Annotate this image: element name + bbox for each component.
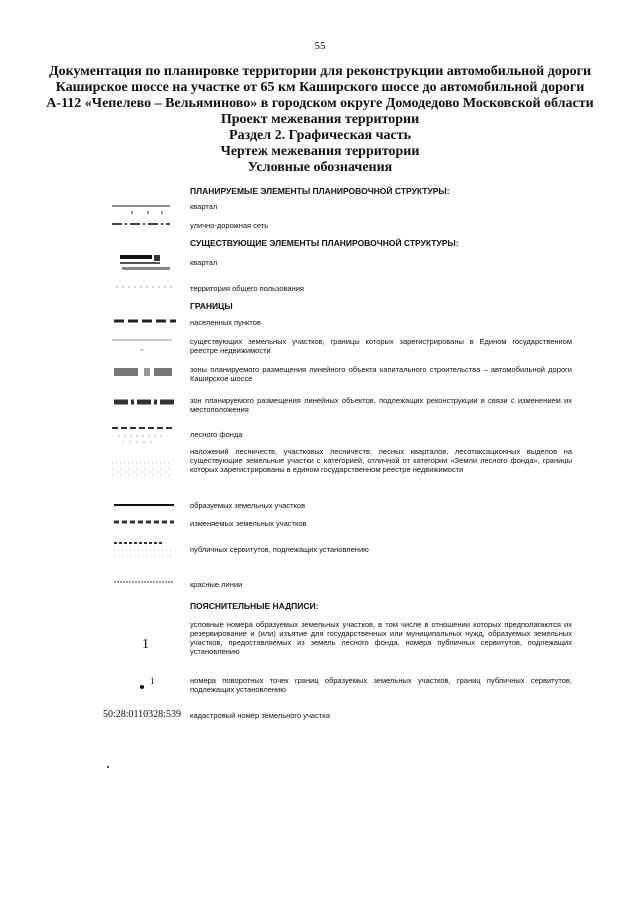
- borders-header: ГРАНИЦЫ: [190, 301, 233, 311]
- easement-symbol: [114, 540, 174, 560]
- turning-point-number: 1: [150, 676, 155, 686]
- planned-elements-header: ПЛАНИРУЕМЫЕ ЭЛЕМЕНТЫ ПЛАНИРОВОЧНОЙ СТРУКТУРЫ:: [190, 186, 450, 196]
- existing-block-label: квартал: [190, 258, 218, 267]
- document-title: [30, 64, 610, 176]
- note-item: кадастровый номер земельного участка: [190, 711, 330, 720]
- note-item: номера поворотных точек границ образуемых земельных участков, границ публичных сервитутов, подлежащих установлению: [190, 676, 572, 694]
- border-item: наложений лесничеств, участковых лесничеств, лесных кварталов, лесотаксационных выделов на существующие земельные участки с категорией, отличной от категории «Земли лесного фонда», границы которых зарегистрированы в едином государственном реестре недвижимости: [190, 447, 572, 474]
- title-line: Каширское шоссе на участке от 65 км Каширского шоссе до автомобильной дороги: [55, 80, 585, 95]
- red-lines-symbol: [114, 579, 174, 585]
- title-line: Раздел 2. Графическая часть: [229, 128, 411, 143]
- reconstruction-zone-symbol: [114, 398, 174, 406]
- cadastral-number-example: 50:28:0110328:539: [103, 709, 181, 720]
- border-item: изменяемых земельных участков: [190, 519, 307, 528]
- scan-dot: [107, 766, 109, 768]
- existing-block-symbol: [118, 253, 174, 273]
- changed-parcels-symbol: [114, 519, 174, 525]
- turning-point-icon: [140, 685, 144, 689]
- border-item: лесного фонда: [190, 430, 243, 439]
- title-line: А-112 «Чепелево – Вельяминово» в городском округе Домодедово Московской области: [46, 96, 594, 111]
- border-item: образуемых земельных участков: [190, 501, 306, 510]
- border-item: красные линии: [190, 580, 243, 589]
- border-item: зон планируемого размещения линейных объектов, подлежащих реконструкции в связи с изменением их местоположения: [190, 396, 572, 414]
- title-line: Чертеж межевания территории: [220, 144, 420, 159]
- parcel-number-symbol: 1: [142, 637, 149, 652]
- border-item: зоны планируемого размещения линейного объекта капитального строительства – автомобильной дороги Каширское шоссе: [190, 365, 572, 383]
- planned-road-label: улично-дорожная сеть: [190, 221, 269, 230]
- new-parcels-symbol: [114, 502, 174, 508]
- planned-block-symbol: [112, 203, 170, 215]
- planned-road-symbol: [112, 221, 170, 227]
- border-item: существующих земельных участков, границы которых зарегистрированы в Едином государственном реестре недвижимости: [190, 337, 572, 355]
- linear-object-zone-symbol: [114, 366, 174, 378]
- settlement-border-symbol: [114, 318, 176, 324]
- forest-overlap-symbol: [112, 458, 172, 480]
- title-line: Проект межевания территории: [220, 112, 420, 127]
- title-line: Документация по планировке территории для реконструкции автомобильной дороги: [48, 64, 592, 79]
- note-item: условные номера образуемых земельных участков, в том числе в отношении которых предполагаются их резервирование и (или) изъятие для государственных или муниципальных нужд, образуемых земельных участков, предоставляемых из земель лесного фонда, номера публичных сервитутов, подлежащих установлению: [190, 620, 572, 656]
- existing-parcels-symbol: [112, 336, 172, 356]
- public-territory-label: территория общего пользования: [190, 284, 304, 293]
- public-territory-symbol: [116, 284, 176, 290]
- title-line: Условные обозначения: [247, 160, 393, 175]
- forest-fund-symbol: [112, 424, 172, 446]
- planned-block-label: квартал: [190, 202, 218, 211]
- border-item: публичных сервитутов, подлежащих установлению: [190, 545, 369, 554]
- page-number: 55: [314, 40, 326, 52]
- border-item: населенных пунктов: [190, 318, 261, 327]
- notes-header: ПОЯСНИТЕЛЬНЫЕ НАДПИСИ:: [190, 601, 319, 611]
- existing-elements-header: СУЩЕСТВУЮЩИЕ ЭЛЕМЕНТЫ ПЛАНИРОВОЧНОЙ СТРУКТУРЫ:: [190, 238, 459, 248]
